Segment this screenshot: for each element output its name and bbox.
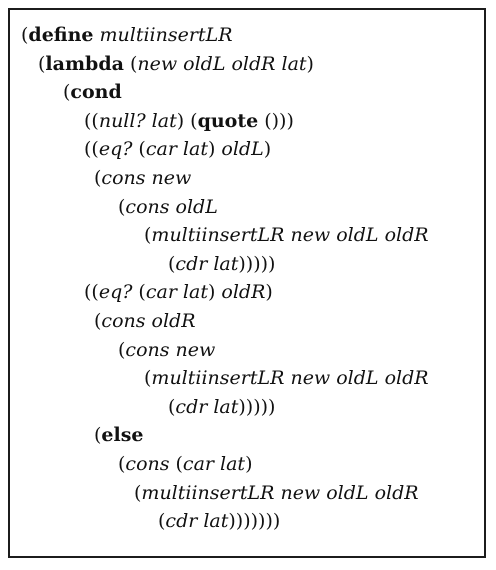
code-keyword: lambda — [45, 52, 124, 75]
code-line — [144, 226, 429, 245]
code-line — [168, 395, 276, 418]
code-identifier: cdr lat — [175, 252, 239, 275]
code-paren: ( — [63, 81, 71, 104]
code-line — [118, 338, 216, 361]
code-paren: (( — [84, 138, 99, 161]
code-keyword: define — [28, 24, 94, 46]
code-line — [134, 481, 419, 504]
code-identifier: multiinsertLR new oldL oldR — [151, 224, 429, 247]
code-paren: ( — [138, 281, 146, 304]
code-identifier: eq? — [98, 281, 133, 304]
code-line — [158, 512, 280, 531]
code-identifier: multiinsertLR new oldL oldR — [141, 481, 419, 504]
code-paren: ( — [134, 481, 142, 504]
code-identifier: car lat — [145, 138, 208, 161]
code-paren: ) — [306, 52, 314, 75]
code-paren: ( — [144, 367, 152, 390]
code-paren: ))))) — [238, 252, 276, 275]
code-paren: ( — [129, 52, 138, 75]
code-paren: ) — [207, 281, 216, 304]
code-keyword: quote — [197, 109, 259, 132]
code-identifier: oldR — [221, 281, 266, 304]
code-keyword: cond — [70, 81, 122, 104]
code-paren: ( — [175, 453, 183, 475]
code-paren: ( — [168, 252, 176, 275]
code-paren: ( — [190, 109, 198, 132]
code-paren: ( — [118, 338, 126, 361]
code-identifier: new oldL oldR lat — [137, 52, 307, 75]
code-paren: ) — [207, 138, 216, 161]
code-line — [94, 312, 196, 331]
code-paren: ) — [245, 453, 253, 475]
code-line — [84, 140, 271, 159]
code-paren: ( — [94, 167, 102, 189]
code-paren: ( — [168, 395, 176, 418]
code-paren: ( — [94, 310, 102, 332]
code-paren: ( — [144, 224, 152, 247]
code-keyword: else — [101, 424, 144, 447]
code-paren: (( — [84, 281, 99, 304]
code-line — [21, 26, 233, 45]
scheme-code-listing — [10, 10, 484, 556]
code-paren: ) — [176, 109, 185, 132]
code-paren: ( — [94, 424, 102, 447]
code-paren: ( — [158, 510, 166, 533]
code-identifier: cons oldR — [101, 310, 196, 332]
code-identifier: cdr lat — [165, 510, 229, 533]
code-paren: ( — [21, 24, 29, 46]
code-paren: ( — [138, 138, 146, 161]
code-paren: ())) — [264, 109, 294, 132]
code-paren: (( — [84, 109, 99, 132]
code-line — [168, 252, 276, 275]
code-identifier: multiinsertLR new oldL oldR — [151, 367, 429, 390]
code-paren: ))))) — [238, 395, 276, 418]
code-paren: ( — [38, 52, 46, 75]
code-identifier: null? lat — [98, 109, 177, 132]
code-line — [38, 52, 314, 75]
code-identifier: eq? — [98, 138, 133, 161]
code-identifier: cons new — [125, 338, 216, 361]
code-paren: ) — [265, 281, 273, 304]
code-line — [94, 426, 144, 445]
code-identifier: car lat — [145, 281, 208, 304]
code-identifier: cons oldL — [125, 195, 218, 218]
code-identifier: cons — [125, 453, 170, 475]
code-identifier: cons new — [101, 167, 192, 189]
code-line — [94, 169, 191, 188]
code-line — [144, 369, 429, 388]
code-identifier: multiinsertLR — [99, 24, 233, 46]
code-paren: ( — [118, 453, 126, 475]
code-line — [84, 109, 294, 132]
code-identifier: cdr lat — [175, 395, 239, 418]
code-identifier: car lat — [182, 453, 246, 475]
code-line — [118, 455, 252, 474]
code-line — [118, 195, 218, 218]
code-box — [8, 8, 486, 558]
code-paren: ))))))) — [228, 510, 281, 533]
code-line — [84, 283, 273, 302]
code-identifier: oldL — [221, 138, 264, 161]
code-paren: ( — [118, 195, 126, 218]
code-line — [63, 83, 122, 102]
code-paren: ) — [263, 138, 272, 161]
